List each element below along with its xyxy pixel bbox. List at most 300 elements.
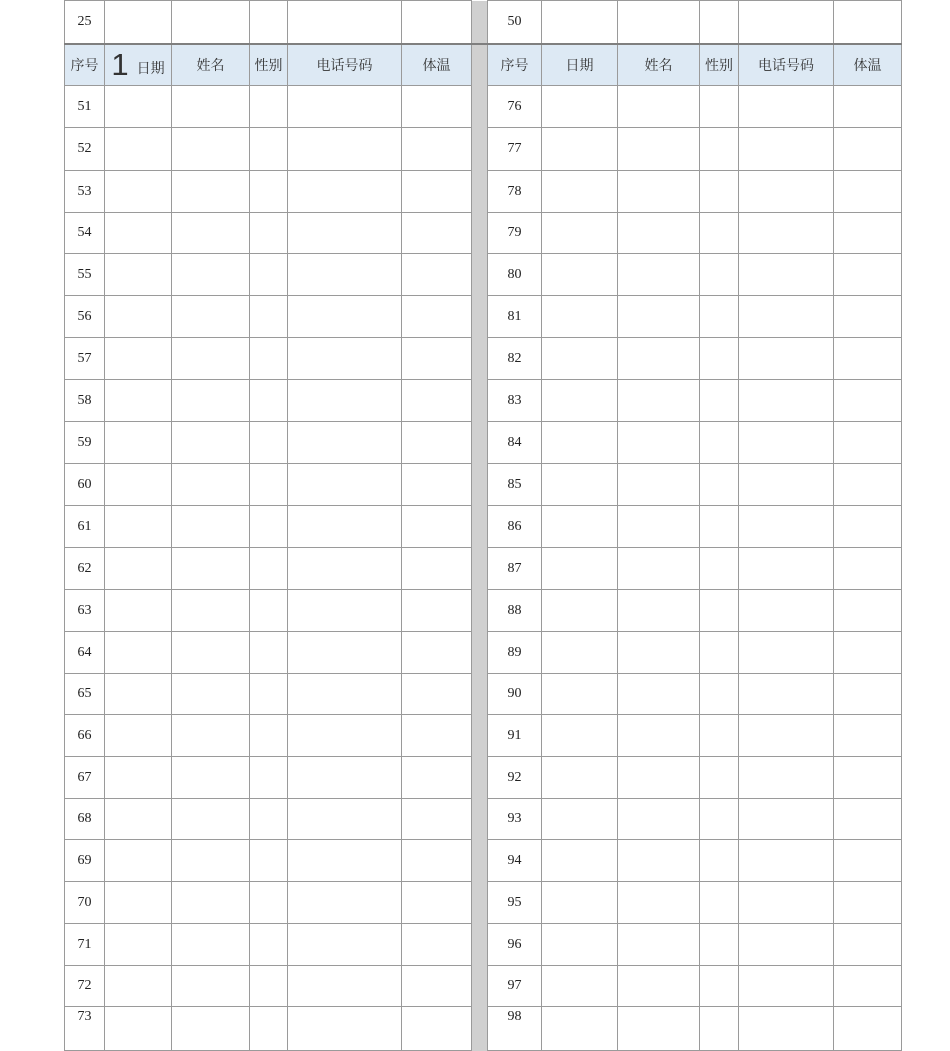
date-cell[interactable] — [105, 548, 172, 590]
gender-cell[interactable] — [700, 296, 739, 338]
date-cell[interactable] — [542, 86, 618, 128]
gender-cell[interactable] — [700, 1, 739, 44]
phone-cell[interactable] — [288, 213, 402, 254]
row-number-cell[interactable]: 66 — [65, 715, 105, 757]
gender-cell[interactable] — [250, 632, 288, 674]
gender-cell[interactable] — [700, 1007, 739, 1051]
temperature-cell[interactable] — [834, 674, 902, 715]
row-number-cell[interactable]: 64 — [65, 632, 105, 674]
temperature-cell[interactable] — [834, 715, 902, 757]
temperature-cell[interactable] — [402, 86, 472, 128]
name-cell[interactable] — [618, 213, 700, 254]
temperature-cell[interactable] — [402, 380, 472, 422]
date-cell[interactable] — [542, 213, 618, 254]
row-number-cell[interactable]: 59 — [65, 422, 105, 464]
temperature-cell[interactable] — [402, 715, 472, 757]
temperature-cell[interactable] — [834, 128, 902, 171]
date-cell[interactable] — [542, 422, 618, 464]
date-cell[interactable] — [105, 757, 172, 799]
gender-cell[interactable] — [700, 715, 739, 757]
phone-cell[interactable] — [739, 86, 834, 128]
phone-cell[interactable] — [288, 715, 402, 757]
phone-cell[interactable] — [288, 464, 402, 506]
gender-cell[interactable] — [250, 296, 288, 338]
row-number-cell[interactable]: 88 — [488, 590, 542, 632]
row-number-cell[interactable]: 86 — [488, 506, 542, 548]
table-row — [65, 171, 902, 213]
row-number-cell[interactable]: 77 — [488, 128, 542, 171]
name-cell[interactable] — [618, 715, 700, 757]
phone-cell[interactable] — [288, 338, 402, 380]
temperature-cell[interactable] — [834, 464, 902, 506]
name-cell[interactable] — [172, 799, 250, 840]
date-cell[interactable] — [105, 86, 172, 128]
row-number-cell[interactable]: 65 — [65, 674, 105, 715]
gender-cell[interactable] — [700, 840, 739, 882]
temperature-cell[interactable] — [834, 757, 902, 799]
name-cell[interactable] — [618, 1, 700, 44]
date-cell[interactable] — [105, 590, 172, 632]
row-number-cell[interactable]: 73 — [65, 1007, 105, 1051]
gender-cell[interactable] — [250, 380, 288, 422]
temperature-cell[interactable] — [834, 171, 902, 213]
temperature-cell[interactable] — [402, 674, 472, 715]
gender-cell[interactable] — [250, 506, 288, 548]
date-cell[interactable] — [105, 632, 172, 674]
date-cell[interactable] — [542, 506, 618, 548]
row-number-cell[interactable]: 98 — [488, 1007, 542, 1051]
date-cell[interactable] — [105, 422, 172, 464]
gender-cell[interactable] — [700, 128, 739, 171]
phone-cell[interactable] — [739, 380, 834, 422]
phone-cell[interactable] — [288, 296, 402, 338]
name-cell[interactable] — [618, 171, 700, 213]
name-cell[interactable] — [172, 296, 250, 338]
name-cell[interactable] — [172, 757, 250, 799]
date-cell[interactable] — [542, 882, 618, 924]
phone-cell[interactable] — [739, 590, 834, 632]
name-cell[interactable] — [618, 506, 700, 548]
temperature-cell[interactable] — [834, 882, 902, 924]
phone-cell[interactable] — [739, 1, 834, 44]
row-number-cell[interactable]: 93 — [488, 799, 542, 840]
gender-cell[interactable] — [700, 966, 739, 1007]
name-cell[interactable] — [172, 966, 250, 1007]
row-number-cell[interactable]: 89 — [488, 632, 542, 674]
temperature-cell[interactable] — [834, 590, 902, 632]
name-cell[interactable] — [172, 338, 250, 380]
gender-cell[interactable] — [250, 799, 288, 840]
date-cell[interactable] — [542, 171, 618, 213]
temperature-cell[interactable] — [402, 882, 472, 924]
temperature-cell[interactable] — [834, 1007, 902, 1051]
row-number-cell[interactable]: 51 — [65, 86, 105, 128]
temperature-cell[interactable] — [402, 799, 472, 840]
phone-cell[interactable] — [739, 966, 834, 1007]
name-cell[interactable] — [172, 506, 250, 548]
date-cell[interactable] — [105, 924, 172, 966]
phone-cell[interactable] — [288, 1007, 402, 1051]
date-cell[interactable] — [542, 924, 618, 966]
gender-cell[interactable] — [250, 1, 288, 44]
row-number-cell[interactable]: 76 — [488, 86, 542, 128]
temperature-cell[interactable] — [834, 506, 902, 548]
gender-cell[interactable] — [700, 464, 739, 506]
phone-cell[interactable] — [739, 338, 834, 380]
row-number-cell[interactable]: 56 — [65, 296, 105, 338]
gender-cell[interactable] — [700, 924, 739, 966]
temperature-cell[interactable] — [834, 422, 902, 464]
row-number-cell[interactable]: 84 — [488, 422, 542, 464]
column-divider — [472, 590, 488, 632]
phone-cell[interactable] — [739, 799, 834, 840]
phone-cell[interactable] — [288, 128, 402, 171]
row-number-cell[interactable]: 72 — [65, 966, 105, 1007]
temperature-cell[interactable] — [402, 840, 472, 882]
gender-cell[interactable] — [700, 171, 739, 213]
row-number-cell[interactable]: 50 — [488, 1, 542, 44]
gender-cell[interactable] — [250, 674, 288, 715]
temperature-cell[interactable] — [402, 296, 472, 338]
name-cell[interactable] — [618, 757, 700, 799]
date-cell[interactable] — [105, 674, 172, 715]
gender-cell[interactable] — [250, 464, 288, 506]
row-number-cell[interactable]: 95 — [488, 882, 542, 924]
phone-cell[interactable] — [288, 171, 402, 213]
date-cell[interactable] — [105, 338, 172, 380]
gender-cell[interactable] — [250, 128, 288, 171]
name-cell[interactable] — [172, 548, 250, 590]
row-number-cell[interactable]: 81 — [488, 296, 542, 338]
row-number-cell[interactable]: 58 — [65, 380, 105, 422]
table-row — [65, 632, 902, 674]
row-number-cell[interactable]: 68 — [65, 799, 105, 840]
name-cell[interactable] — [172, 171, 250, 213]
phone-cell[interactable] — [739, 548, 834, 590]
phone-cell[interactable] — [739, 840, 834, 882]
row-number-cell[interactable]: 62 — [65, 548, 105, 590]
header-phone: 电话号码 — [288, 44, 402, 86]
row-number-cell[interactable]: 87 — [488, 548, 542, 590]
column-divider — [472, 380, 488, 422]
phone-cell[interactable] — [288, 882, 402, 924]
temperature-cell[interactable] — [402, 924, 472, 966]
gender-cell[interactable] — [250, 1007, 288, 1051]
row-number-cell[interactable]: 60 — [65, 464, 105, 506]
gender-cell[interactable] — [700, 338, 739, 380]
name-cell[interactable] — [172, 464, 250, 506]
phone-cell[interactable] — [739, 924, 834, 966]
gender-cell[interactable] — [250, 422, 288, 464]
phone-cell[interactable] — [288, 506, 402, 548]
date-cell[interactable] — [105, 296, 172, 338]
gender-cell[interactable] — [700, 757, 739, 799]
name-cell[interactable] — [172, 128, 250, 171]
phone-cell[interactable] — [739, 254, 834, 296]
date-cell[interactable] — [105, 506, 172, 548]
name-cell[interactable] — [618, 882, 700, 924]
temperature-cell[interactable] — [834, 380, 902, 422]
date-cell[interactable] — [542, 338, 618, 380]
row-number-cell[interactable]: 71 — [65, 924, 105, 966]
temperature-cell[interactable] — [834, 924, 902, 966]
phone-cell[interactable] — [288, 1, 402, 44]
name-cell[interactable] — [618, 86, 700, 128]
temperature-cell[interactable] — [834, 548, 902, 590]
name-cell[interactable] — [172, 213, 250, 254]
gender-cell[interactable] — [250, 966, 288, 1007]
gender-cell[interactable] — [250, 213, 288, 254]
phone-cell[interactable] — [739, 422, 834, 464]
phone-cell[interactable] — [739, 715, 834, 757]
gender-cell[interactable] — [250, 882, 288, 924]
phone-cell[interactable] — [739, 464, 834, 506]
name-cell[interactable] — [618, 840, 700, 882]
gender-cell[interactable] — [700, 590, 739, 632]
phone-cell[interactable] — [288, 86, 402, 128]
name-cell[interactable] — [618, 924, 700, 966]
name-cell[interactable] — [618, 464, 700, 506]
column-divider — [472, 422, 488, 464]
phone-cell[interactable] — [288, 674, 402, 715]
name-cell[interactable] — [618, 1007, 700, 1051]
row-number-cell[interactable]: 63 — [65, 590, 105, 632]
date-cell[interactable] — [542, 548, 618, 590]
row-number-cell[interactable]: 53 — [65, 171, 105, 213]
phone-cell[interactable] — [288, 757, 402, 799]
temperature-cell[interactable] — [834, 1, 902, 44]
phone-cell[interactable] — [739, 674, 834, 715]
phone-cell[interactable] — [739, 632, 834, 674]
row-number-cell[interactable]: 85 — [488, 464, 542, 506]
name-cell[interactable] — [172, 1, 250, 44]
date-cell[interactable] — [105, 254, 172, 296]
name-cell[interactable] — [618, 590, 700, 632]
name-cell[interactable] — [172, 590, 250, 632]
row-number-cell[interactable]: 78 — [488, 171, 542, 213]
date-cell[interactable] — [105, 966, 172, 1007]
gender-cell[interactable] — [700, 254, 739, 296]
temperature-cell[interactable] — [402, 464, 472, 506]
name-cell[interactable] — [618, 966, 700, 1007]
temperature-cell[interactable] — [834, 799, 902, 840]
phone-cell[interactable] — [739, 128, 834, 171]
column-divider — [472, 1007, 488, 1051]
gender-cell[interactable] — [700, 213, 739, 254]
name-cell[interactable] — [618, 674, 700, 715]
name-cell[interactable] — [172, 840, 250, 882]
temperature-cell[interactable] — [402, 966, 472, 1007]
row-number-cell[interactable]: 52 — [65, 128, 105, 171]
gender-cell[interactable] — [250, 171, 288, 213]
row-number-cell[interactable]: 54 — [65, 213, 105, 254]
date-cell[interactable] — [542, 715, 618, 757]
row-number-cell[interactable]: 94 — [488, 840, 542, 882]
name-cell[interactable] — [172, 924, 250, 966]
name-cell[interactable] — [172, 380, 250, 422]
temperature-cell[interactable] — [402, 506, 472, 548]
name-cell[interactable] — [618, 422, 700, 464]
name-cell[interactable] — [618, 548, 700, 590]
row-number-cell[interactable]: 92 — [488, 757, 542, 799]
date-cell[interactable] — [542, 128, 618, 171]
phone-cell[interactable] — [288, 380, 402, 422]
phone-cell[interactable] — [288, 966, 402, 1007]
row-number-cell[interactable]: 69 — [65, 840, 105, 882]
gender-cell[interactable] — [250, 86, 288, 128]
row-number-cell[interactable]: 83 — [488, 380, 542, 422]
phone-cell[interactable] — [288, 840, 402, 882]
temperature-cell[interactable] — [834, 296, 902, 338]
row-number-cell[interactable]: 90 — [488, 674, 542, 715]
temperature-cell[interactable] — [834, 338, 902, 380]
temperature-cell[interactable] — [834, 632, 902, 674]
gender-cell[interactable] — [700, 422, 739, 464]
name-cell[interactable] — [618, 254, 700, 296]
date-cell[interactable] — [542, 296, 618, 338]
date-cell[interactable] — [105, 1, 172, 44]
row-number-cell[interactable]: 55 — [65, 254, 105, 296]
temperature-cell[interactable] — [402, 1, 472, 44]
date-cell[interactable] — [542, 380, 618, 422]
gender-cell[interactable] — [250, 338, 288, 380]
name-cell[interactable] — [172, 715, 250, 757]
temperature-cell[interactable] — [834, 254, 902, 296]
gender-cell[interactable] — [700, 380, 739, 422]
date-cell[interactable] — [542, 464, 618, 506]
gender-cell[interactable] — [250, 757, 288, 799]
row-number-cell[interactable]: 67 — [65, 757, 105, 799]
gender-cell[interactable] — [700, 548, 739, 590]
gender-cell[interactable] — [250, 924, 288, 966]
name-cell[interactable] — [618, 338, 700, 380]
date-cell[interactable] — [105, 213, 172, 254]
gender-cell[interactable] — [250, 590, 288, 632]
temperature-cell[interactable] — [402, 422, 472, 464]
phone-cell[interactable] — [288, 632, 402, 674]
temperature-cell[interactable] — [402, 213, 472, 254]
row-number-cell[interactable]: 82 — [488, 338, 542, 380]
date-cell[interactable] — [105, 799, 172, 840]
date-cell[interactable] — [542, 1, 618, 44]
temperature-cell[interactable] — [402, 548, 472, 590]
date-cell[interactable] — [105, 128, 172, 171]
gender-cell[interactable] — [700, 882, 739, 924]
temperature-cell[interactable] — [834, 966, 902, 1007]
temperature-cell[interactable] — [402, 171, 472, 213]
gender-cell[interactable] — [700, 632, 739, 674]
gender-cell[interactable] — [700, 86, 739, 128]
date-cell[interactable] — [542, 590, 618, 632]
name-cell[interactable] — [618, 799, 700, 840]
name-cell[interactable] — [172, 632, 250, 674]
date-cell[interactable] — [542, 1007, 618, 1051]
row-number-cell[interactable]: 70 — [65, 882, 105, 924]
name-cell[interactable] — [618, 632, 700, 674]
date-cell[interactable] — [105, 171, 172, 213]
name-cell[interactable] — [172, 882, 250, 924]
row-number-cell[interactable]: 96 — [488, 924, 542, 966]
date-cell[interactable] — [542, 840, 618, 882]
row-number-cell[interactable]: 25 — [65, 1, 105, 44]
date-cell[interactable] — [105, 1007, 172, 1051]
name-cell[interactable] — [618, 296, 700, 338]
row-number-cell[interactable]: 91 — [488, 715, 542, 757]
phone-cell[interactable] — [739, 757, 834, 799]
table-row — [65, 674, 902, 715]
name-cell[interactable] — [618, 380, 700, 422]
row-number-cell[interactable]: 80 — [488, 254, 542, 296]
temperature-cell[interactable] — [402, 632, 472, 674]
phone-cell[interactable] — [739, 171, 834, 213]
phone-cell[interactable] — [288, 254, 402, 296]
date-cell[interactable] — [542, 254, 618, 296]
gender-cell[interactable] — [250, 715, 288, 757]
date-cell[interactable] — [105, 840, 172, 882]
phone-cell[interactable] — [739, 506, 834, 548]
temperature-cell[interactable] — [402, 338, 472, 380]
date-cell[interactable] — [105, 464, 172, 506]
table-row — [65, 799, 902, 840]
column-divider — [472, 548, 488, 590]
phone-cell[interactable] — [288, 422, 402, 464]
date-cell[interactable] — [105, 882, 172, 924]
gender-cell[interactable] — [250, 254, 288, 296]
temperature-cell[interactable] — [834, 840, 902, 882]
table-row — [65, 506, 902, 548]
phone-cell[interactable] — [288, 924, 402, 966]
gender-cell[interactable] — [700, 674, 739, 715]
phone-cell[interactable] — [739, 1007, 834, 1051]
name-cell[interactable] — [172, 254, 250, 296]
phone-cell[interactable] — [739, 296, 834, 338]
temperature-cell[interactable] — [834, 213, 902, 254]
name-cell[interactable] — [172, 674, 250, 715]
temperature-cell[interactable] — [402, 757, 472, 799]
phone-cell[interactable] — [739, 213, 834, 254]
date-cell[interactable] — [542, 966, 618, 1007]
temperature-cell[interactable] — [402, 1007, 472, 1051]
date-cell[interactable] — [542, 799, 618, 840]
temperature-cell[interactable] — [402, 254, 472, 296]
date-cell[interactable] — [542, 674, 618, 715]
gender-cell[interactable] — [250, 840, 288, 882]
date-cell[interactable] — [105, 380, 172, 422]
name-cell[interactable] — [172, 86, 250, 128]
date-cell[interactable] — [542, 632, 618, 674]
row-number-cell[interactable]: 79 — [488, 213, 542, 254]
row-number-cell[interactable]: 97 — [488, 966, 542, 1007]
header-phone: 电话号码 — [739, 44, 834, 86]
temperature-cell[interactable] — [402, 128, 472, 171]
name-cell[interactable] — [172, 1007, 250, 1051]
name-cell[interactable] — [172, 422, 250, 464]
phone-cell[interactable] — [288, 590, 402, 632]
row-number-cell[interactable]: 61 — [65, 506, 105, 548]
phone-cell[interactable] — [739, 882, 834, 924]
date-cell[interactable] — [105, 715, 172, 757]
gender-cell[interactable] — [700, 799, 739, 840]
phone-cell[interactable] — [288, 548, 402, 590]
gender-cell[interactable] — [700, 506, 739, 548]
gender-cell[interactable] — [250, 548, 288, 590]
temperature-cell[interactable] — [834, 86, 902, 128]
name-cell[interactable] — [618, 128, 700, 171]
phone-cell[interactable] — [288, 799, 402, 840]
date-cell[interactable] — [542, 757, 618, 799]
row-number-cell[interactable]: 57 — [65, 338, 105, 380]
temperature-cell[interactable] — [402, 590, 472, 632]
